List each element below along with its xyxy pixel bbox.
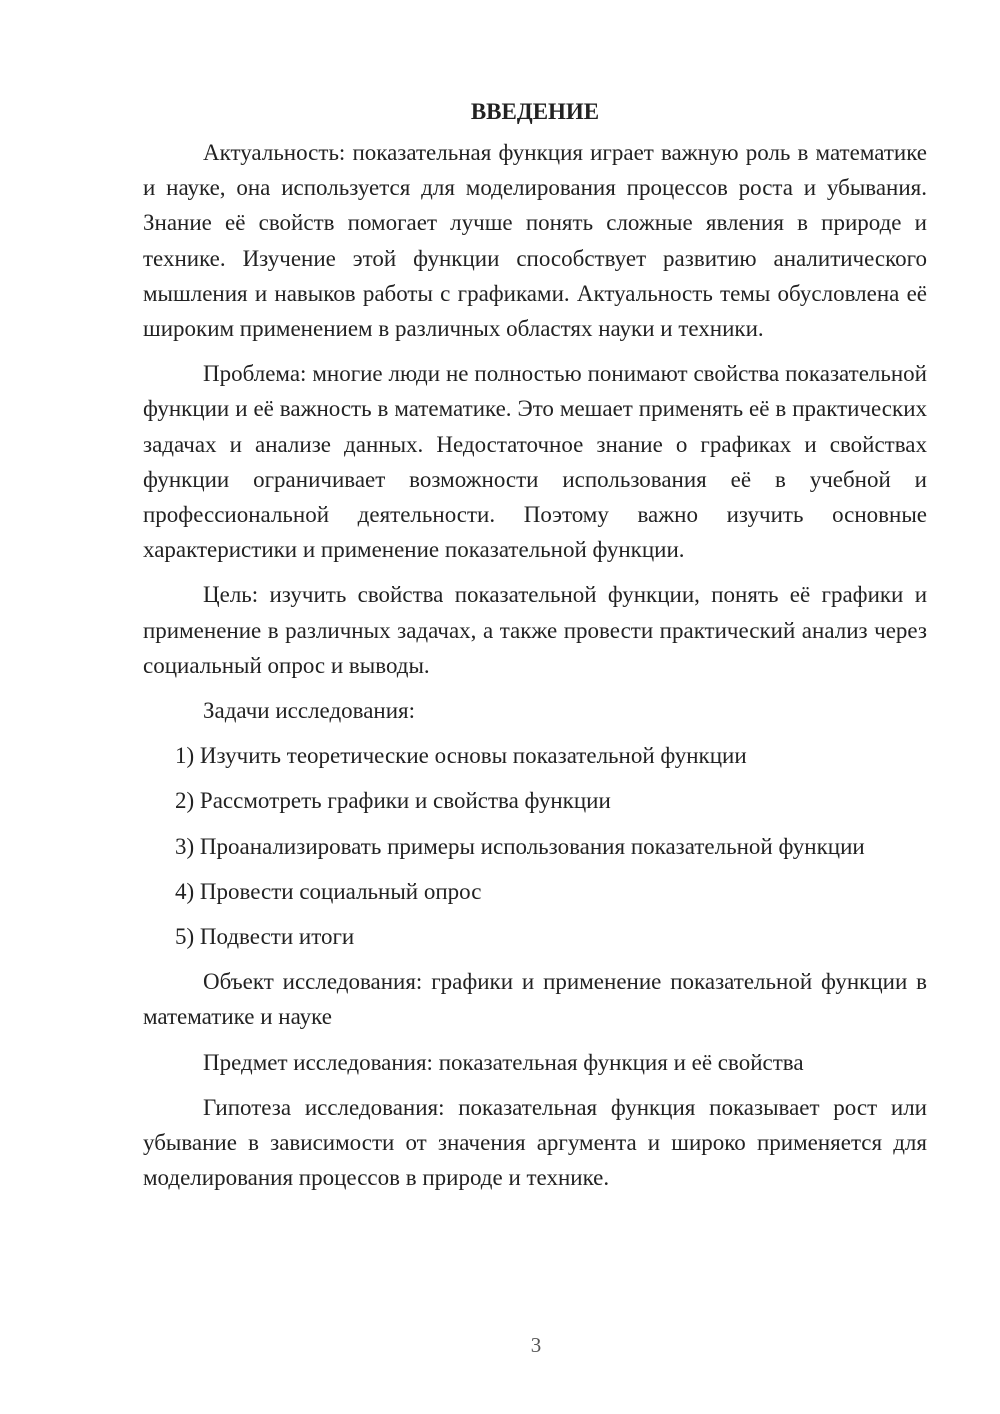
page-number: 3 [530, 1333, 542, 1357]
task-item-3: 3) Проанализировать примеры использования показательной функции [175, 833, 865, 859]
task-item-5: 5) Подвести итоги [175, 924, 355, 950]
paragraph-problem: Проблема: многие люди не полностью понимают свойства показательной функции и её важность в математике. Это мешает применять её в практических задачах и анализе данных. Недостаточное знание о графиках и свойствах функции ограничивает возможности использования её в учебной и профессиональной деятельности. Поэтому важно изучить основные характеристики и применение показательной функции. [143, 361, 927, 563]
task-item-1: 1) Изучить теоретические основы показательной функции [175, 743, 747, 769]
paragraph-subject: Предмет исследования: показательная функция и её свойства [203, 1049, 804, 1075]
task-item-4: 4) Провести социальный опрос [175, 878, 482, 904]
task-item-2: 2) Рассмотреть графики и свойства функции [175, 788, 611, 814]
paragraph-goal: Цель: изучить свойства показательной функции, понять её графики и применение в различных задачах, а также провести практический анализ через социальный опрос и выводы. [143, 582, 927, 678]
paragraph-hypothesis: Гипотеза исследования: показательная функция показывает рост или убывание в зависимости от значения аргумента и широко применяется для моделирования процессов в природе и технике. [143, 1094, 927, 1191]
page-title: ВВЕДЕНИЕ [470, 99, 600, 124]
paragraph-object: Объект исследования: графики и применение показательной функции в математике и науке [143, 969, 927, 1030]
page-content [143, 97, 927, 1205]
paragraph-relevance: Актуальность: показательная функция играет важную роль в математике и науке, она используется для моделирования процессов роста и убывания. Знание её свойств помогает лучше понять сложные явления в природе и технике. Изучение этой функции способствует развитию аналитического мышления и навыков работы с графиками. Актуальность темы обусловлена её широким применением в различных областях науки и техники. [143, 140, 927, 342]
tasks-heading: Задачи исследования: [203, 698, 416, 724]
